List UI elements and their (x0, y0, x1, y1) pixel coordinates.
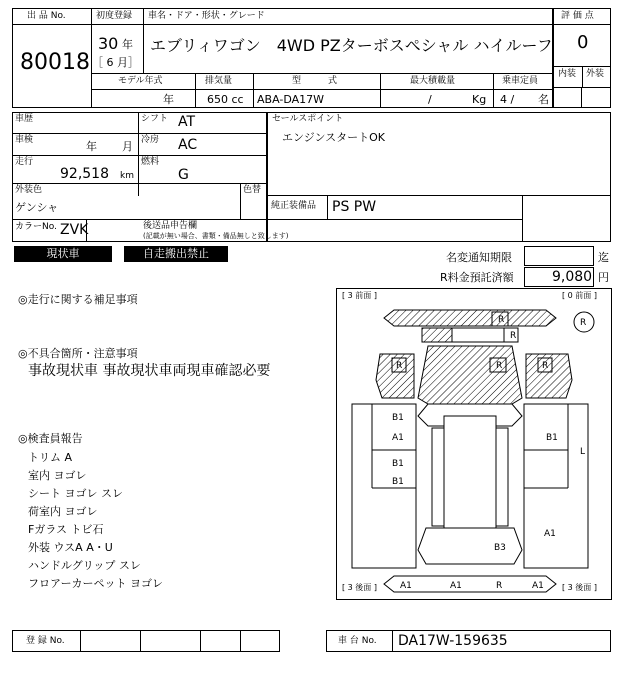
damage-mark: B1 (546, 433, 558, 443)
damage-mark: R (510, 331, 517, 341)
left-fender-panel (376, 354, 414, 398)
damage-mark: A1 (400, 581, 412, 591)
fuel: G (178, 167, 189, 183)
notice-label: 名変通知期限 (446, 251, 512, 264)
mileage-unit: km (120, 171, 134, 181)
inspection-month: 月 (122, 140, 133, 153)
shift: AT (178, 114, 196, 130)
recycle-unit: 円 (598, 271, 609, 284)
load-value: / (428, 93, 432, 106)
inspector-title: ◎検査員報告 (18, 432, 83, 445)
docs-note: (記載が無い場合、書類・備品無しと致します) (143, 232, 289, 240)
capacity-unit: 名 (538, 93, 549, 106)
history-label: 車歴 (15, 114, 34, 124)
damage-mark: A1 (532, 581, 544, 591)
reg-year-unit: 年 (122, 38, 133, 51)
damage-mark: R (496, 581, 503, 591)
color-no-label: カラーNo. (15, 222, 57, 232)
grille-panel (422, 328, 452, 342)
mileage: 92,518 (60, 166, 109, 182)
aircon: AC (178, 137, 198, 153)
lot-number: 80018 (20, 50, 90, 75)
damage-mark: R (580, 318, 587, 328)
score: 0 (577, 32, 589, 53)
reg-label: 初度登録 (96, 11, 133, 21)
load-unit: Kg (472, 93, 487, 106)
damage-mark: R (498, 315, 505, 325)
hood-panel (418, 346, 522, 404)
driving-notes-title: ◎走行に関する補足事項 (18, 293, 138, 306)
equipment-label: 純正装備品 (271, 201, 317, 211)
chassis-no: DA17W-159635 (398, 633, 508, 649)
report-line: ハンドルグリップ スレ (28, 559, 141, 572)
report-line: トリム A (28, 451, 73, 464)
damage-mark: A1 (392, 433, 404, 443)
damage-mark: R (396, 361, 403, 371)
reg-month: ［ 6 月］ (92, 56, 139, 69)
damage-mark: L (580, 447, 586, 457)
report-line: 外装 ウスA A・U (28, 541, 113, 554)
shift-label: シフト (141, 114, 169, 124)
type-label: 型 式 (292, 76, 338, 86)
damage-mark: B3 (494, 543, 506, 553)
reg-no-label: 登 録 No. (26, 636, 65, 646)
capacity-label: 乗車定員 (502, 76, 539, 86)
rear-right-label: [ 3 後面 ] (562, 583, 597, 592)
sales-point-label: セールスポイント (272, 114, 344, 124)
rear-gate-panel (418, 528, 522, 564)
model-year-label: モデル年式 (118, 76, 163, 86)
sales-point-box (267, 112, 611, 196)
report-line: 荷室内 ヨゴレ (28, 505, 98, 518)
aircon-label: 冷房 (141, 135, 160, 145)
exterior-color: ゲンシャ (15, 201, 59, 214)
damage-mark: B1 (392, 477, 404, 487)
right-body-side (524, 404, 588, 568)
notice-field (524, 246, 594, 266)
inspection-label: 車検 (15, 135, 34, 145)
notice-suffix: 迄 (598, 251, 609, 264)
color-change-label: 色替 (243, 185, 262, 195)
lot-label: 出 品 No. (27, 11, 66, 21)
inspection-year: 年 (86, 140, 97, 153)
left-body-side (352, 404, 416, 568)
right-fender-panel (526, 354, 572, 398)
roof-panel (444, 416, 496, 528)
damage-mark: B1 (392, 413, 404, 423)
status-tag-no-self-drive: 自走搬出禁止 (124, 246, 228, 262)
load-label: 最大積載量 (410, 76, 456, 86)
fuel-label: 燃料 (141, 157, 160, 167)
car-name-label: 車名・ドア・形状・グレード (148, 11, 265, 21)
rear-left-label: [ 3 後面 ] (342, 583, 377, 592)
report-line: 室内 ヨゴレ (28, 469, 87, 482)
report-line: シート ヨゴレ スレ (28, 487, 123, 500)
front-bumper-panel (384, 310, 556, 326)
equipment: PS PW (332, 199, 377, 215)
displacement: 650 cc (207, 93, 244, 106)
damage-mark: A1 (450, 581, 462, 591)
color-no: ZVK (60, 222, 89, 238)
damage-mark: R (496, 361, 503, 371)
displacement-label: 排気量 (205, 76, 233, 86)
score-label: 評 価 点 (561, 11, 594, 21)
chassis-label: 車 台 No. (338, 636, 377, 646)
model-code: ABA-DA17W (257, 93, 324, 106)
front-right-label: [ 0 前面 ] (562, 291, 597, 300)
exterior-label: 外装 (586, 69, 605, 79)
docs-label: 後送品申告欄 (143, 221, 198, 231)
damage-mark: B1 (392, 459, 404, 469)
model-year-unit: 年 (163, 93, 174, 106)
mileage-label: 走行 (15, 157, 34, 167)
defects-text: 事故現状車 事故現状車両現車確認必要 (28, 363, 271, 379)
sales-point: エンジンスタートOK (282, 131, 385, 144)
exterior-color-label: 外装色 (15, 185, 43, 195)
vehicle-damage-diagram (336, 288, 612, 600)
damage-mark: A1 (544, 529, 556, 539)
car-name: エブリィワゴン 4WD PZターボスペシャル ハイルーフ (150, 36, 553, 55)
reg-year: 30 (98, 34, 119, 53)
damage-mark: R (542, 361, 549, 371)
report-line: Fガラス トビ石 (28, 523, 104, 536)
interior-label: 内装 (558, 69, 577, 79)
recycle-value: 9,080 (552, 269, 593, 285)
defects-title: ◎不具合箇所・注意事項 (18, 347, 138, 360)
recycle-label: R料金預託済額 (440, 271, 514, 284)
capacity: 4 / (500, 93, 515, 106)
front-left-label: [ 3 前面 ] (342, 291, 377, 300)
report-line: フロアーカーペット ヨゴレ (28, 577, 163, 590)
status-tag-current: 現状車 (14, 246, 112, 262)
